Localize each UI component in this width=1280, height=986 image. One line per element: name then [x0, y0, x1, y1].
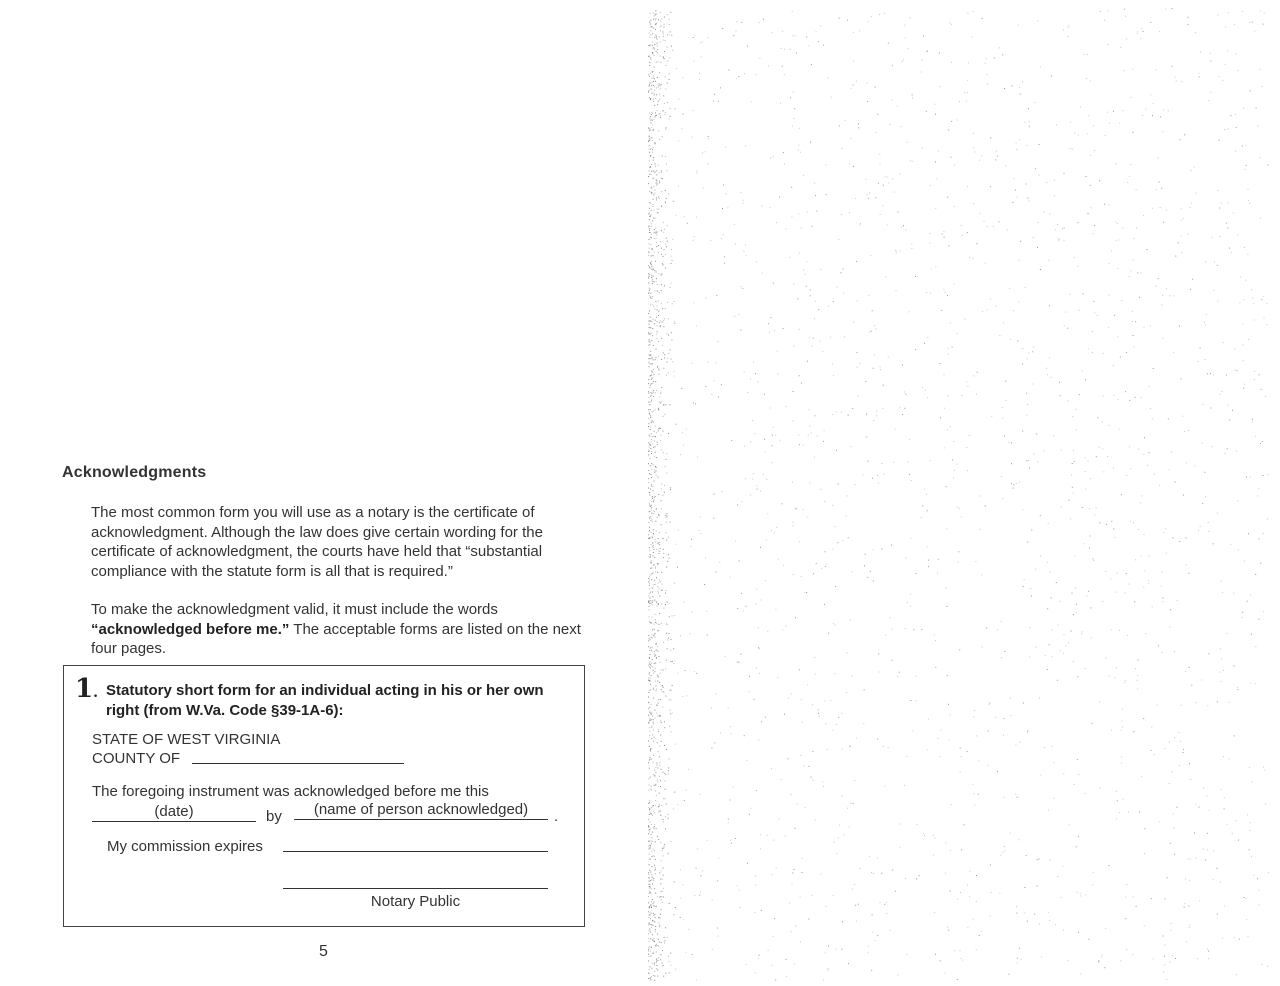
- acknowledgment-form-box: [63, 665, 585, 927]
- commission-label: My commission expires: [107, 838, 263, 855]
- section-heading: Acknowledgments: [62, 464, 207, 481]
- form-title: Statutory short form for an individual acting in his or her own right (from W.Va. Code §39-1A-6):: [106, 682, 544, 719]
- commission-blank-line: [283, 851, 548, 852]
- county-label: COUNTY OF: [92, 750, 181, 767]
- state-line: STATE OF WEST VIRGINIA: [92, 731, 281, 748]
- notary-label: Notary Public: [370, 893, 461, 910]
- foregoing-text: The foregoing instrument was acknowledged before me this: [92, 783, 489, 800]
- county-blank-line: [192, 763, 404, 764]
- validity-text-after: The acceptable forms are listed on the next four pages.: [91, 620, 581, 657]
- by-word: by: [266, 808, 282, 825]
- notary-signature-line: [283, 888, 548, 889]
- validity-paragraph: [91, 600, 591, 659]
- scan-noise: [648, 0, 1280, 986]
- form-number: 1.: [75, 674, 98, 704]
- period: .: [554, 808, 559, 825]
- right-page-blank: [648, 0, 1280, 986]
- date-field: (date): [92, 803, 256, 822]
- validity-text-before: To make the acknowledgment valid, it must include the words: [91, 601, 498, 618]
- validity-emphasis: “acknowledged before me.”: [91, 620, 290, 638]
- intro-paragraph: The most common form you will use as a notary is the certificate of acknowledgment. Although the law does give certain wording for the certificate of acknowledgment, the courts have held that “substantial compliance with the statute form is all that is required.”: [91, 504, 543, 580]
- page-number: 5: [319, 943, 328, 960]
- name-field: (name of person acknowledged): [294, 801, 548, 820]
